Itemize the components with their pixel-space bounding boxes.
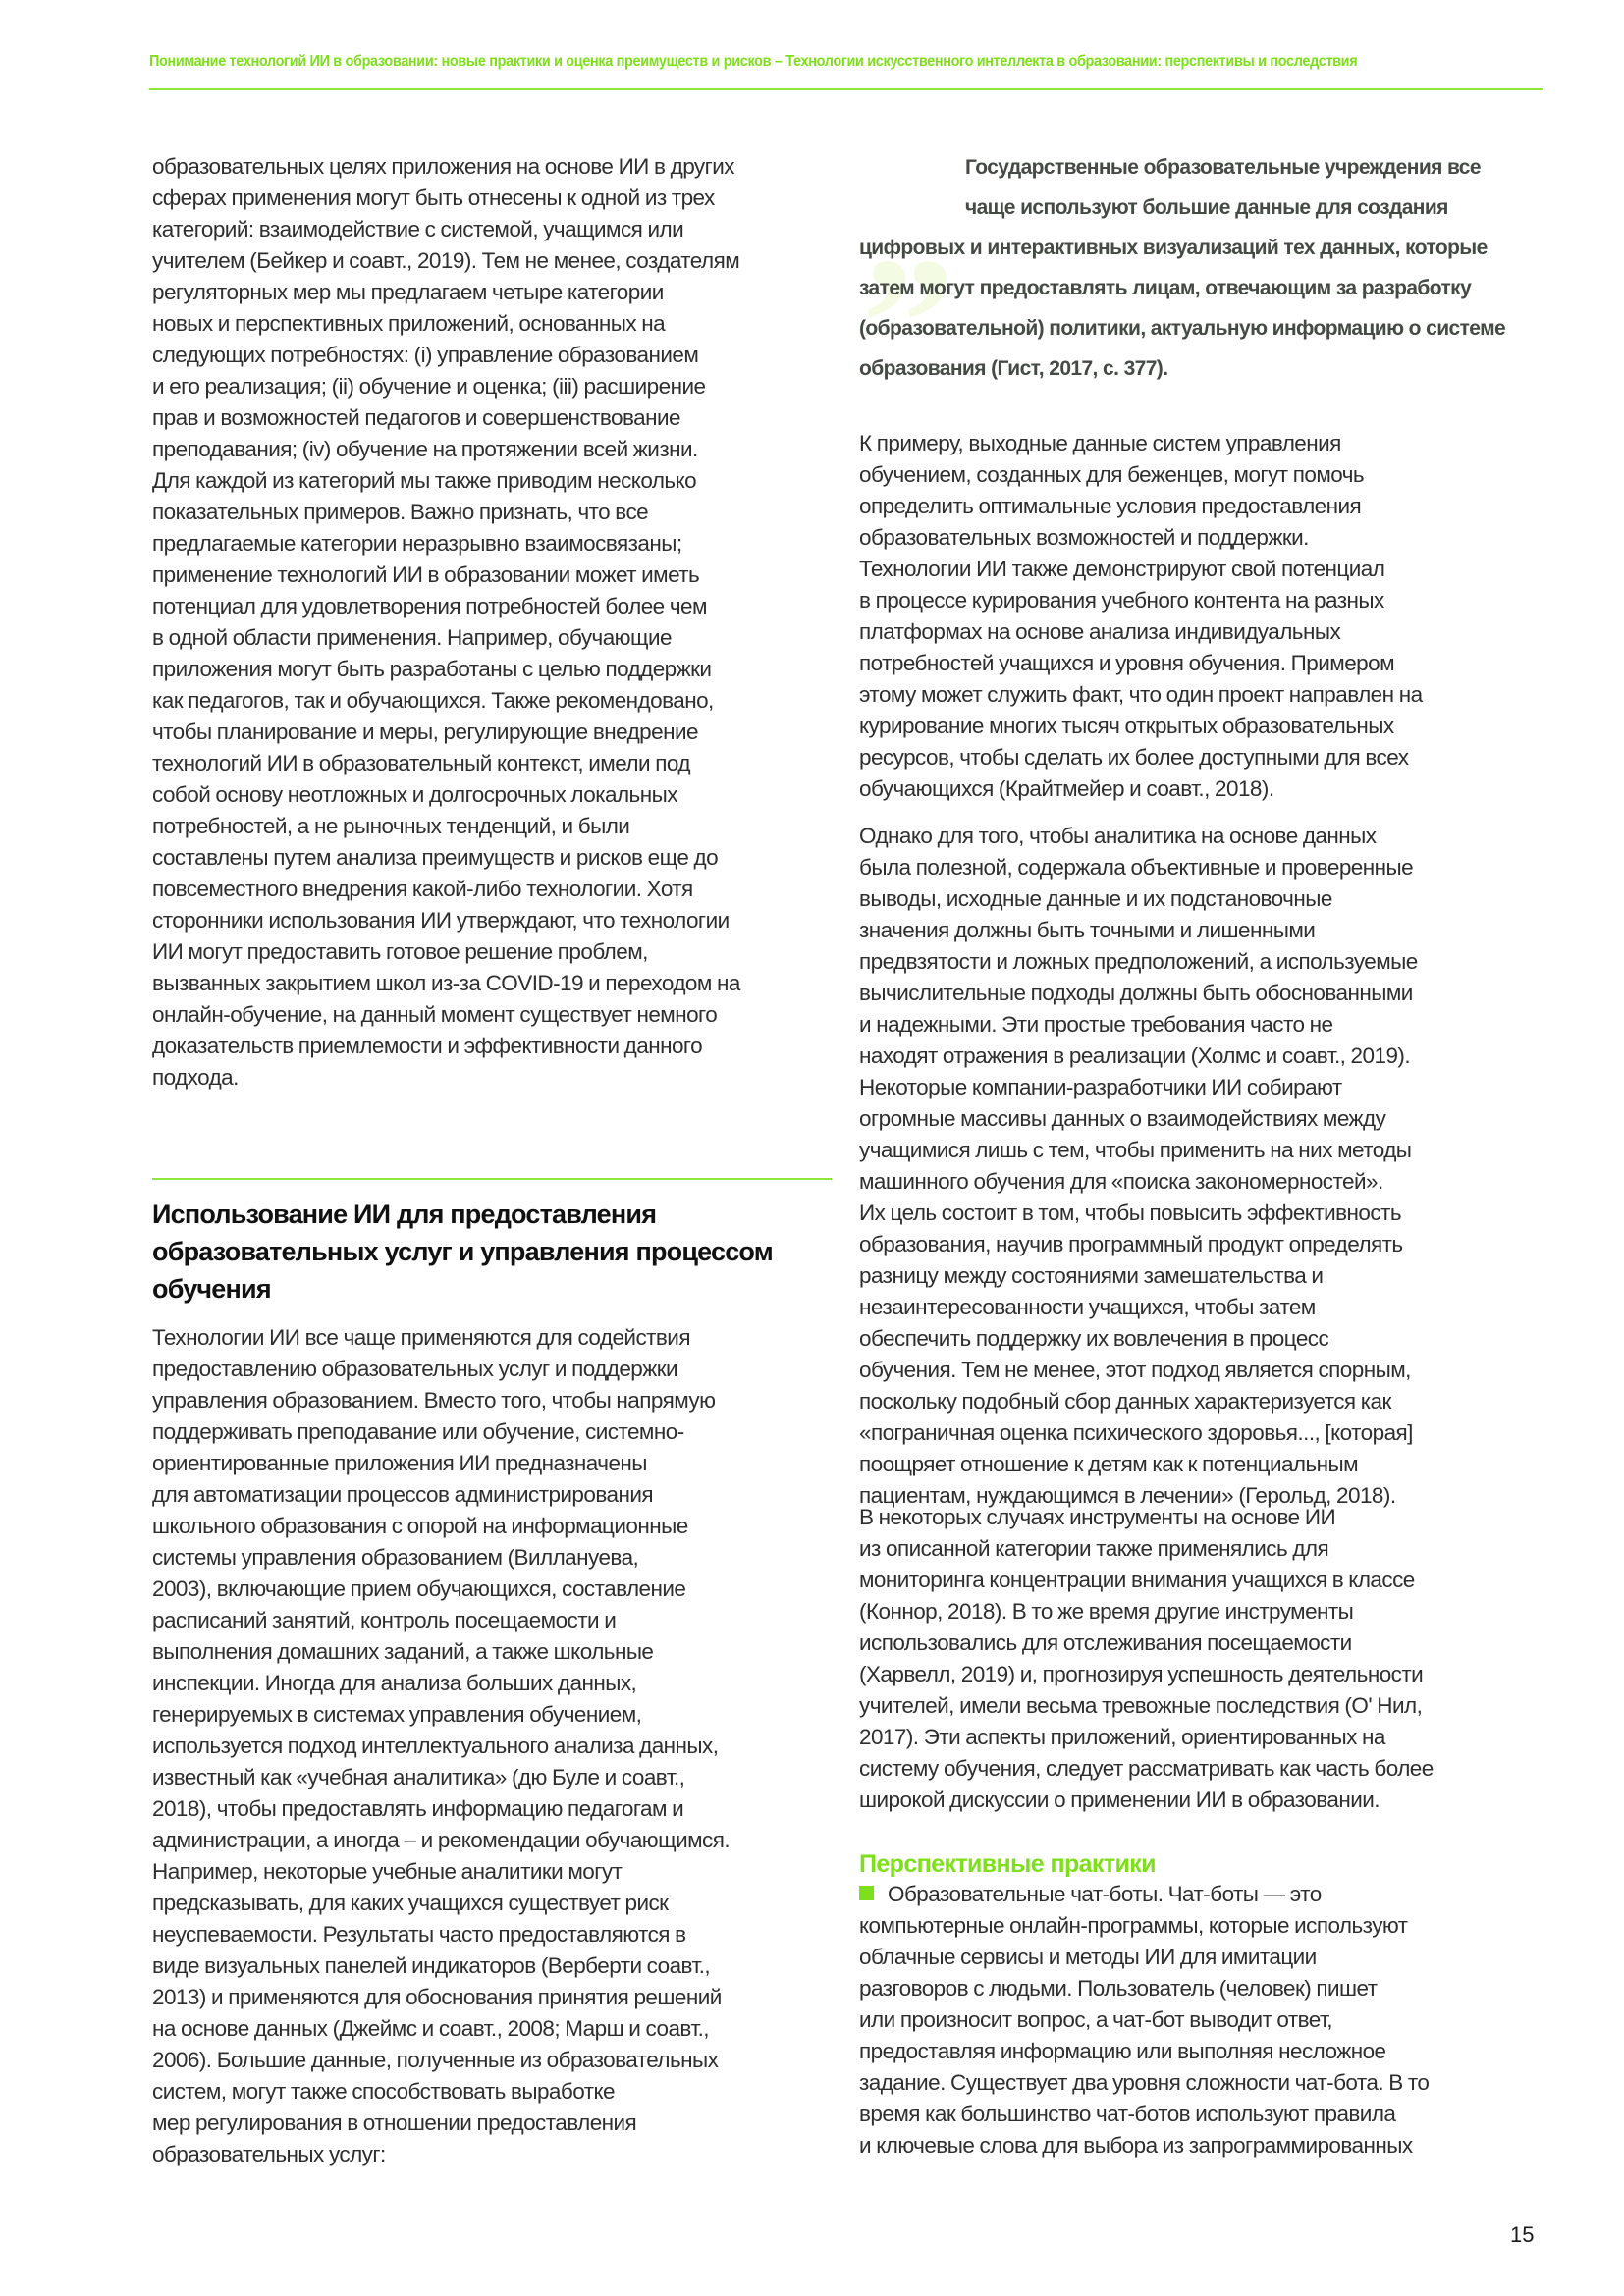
text-line: В некоторых случаях инструменты на основе ИИ (859, 1505, 1336, 1529)
text-line: использовались для отслеживания посещаемости (859, 1630, 1352, 1655)
text-line: на основе данных (Джеймс и соавт., 2008; Марш и соавт., (152, 2016, 709, 2041)
text-line: систем, могут также способствовать выработке (152, 2079, 615, 2104)
text-line: 2018), чтобы предоставлять информацию педагогам и (152, 1796, 684, 1821)
text-line: ориентированные приложения ИИ предназначены (152, 1451, 647, 1475)
text-line: как педагогов, так и обучающихся. Также рекомендовано, (152, 688, 714, 713)
text-line: следующих потребностях: (i) управление образованием (152, 343, 699, 367)
right-paragraph-3 (859, 1502, 1546, 1816)
pull-quote (859, 124, 1546, 389)
text-line: школьного образования с опорой на информационные (152, 1514, 688, 1538)
text-line: ресурсов, чтобы сделать их более доступными для всех (859, 745, 1409, 770)
text-line: Их цель состоит в том, чтобы повысить эффективность (859, 1201, 1402, 1225)
text-line: в процессе курирования учебного контента на разных (859, 588, 1384, 613)
right-paragraph-2 (859, 821, 1546, 1512)
text-line: составлены путем анализа преимуществ и рисков еще до (152, 845, 719, 870)
text-line: администрации, а иногда – и рекомендации обучающимся. (152, 1828, 731, 1852)
text-line: мониторинга концентрации внимания учащихся в классе (859, 1568, 1415, 1592)
text-line: потребностей, а не рыночных тенденций, и были (152, 814, 630, 838)
text-line: Использование ИИ для предоставления (152, 1200, 657, 1229)
header-divider (149, 88, 1543, 90)
text-line: неуспеваемости. Результаты часто предоставляются в (152, 1922, 686, 1947)
text-line: подхода. (152, 1065, 239, 1090)
text-line: доказательств приемлемости и эффективности данного (152, 1034, 703, 1058)
text-line: системы управления образованием (Виллануева, (152, 1545, 639, 1570)
text-line: платформах на основе анализа индивидуальных (859, 619, 1341, 644)
text-line: новых и перспективных приложений, основанных на (152, 311, 666, 336)
text-line: прав и возможностей педагогов и совершенствование (152, 405, 680, 430)
text-line: поддерживать преподавание или обучение, системно- (152, 1419, 684, 1444)
text-line: образования, научив программный продукт определять (859, 1232, 1403, 1256)
text-line: генерируемых в системах управления обучением, (152, 1702, 642, 1727)
text-line: предсказывать, для каких учащихся существует риск (152, 1891, 669, 1915)
text-line: машинного обучения для «поиска закономерностей». (859, 1169, 1383, 1194)
text-line: Некоторые компании-разработчики ИИ собирают (859, 1075, 1342, 1099)
text-line: потребностей учащихся и уровня обучения. Примером (859, 651, 1395, 675)
text-line: обучением, созданных для беженцев, могут помочь (859, 462, 1365, 487)
text-line: «пограничная оценка психического здоровья..., [которая] (859, 1420, 1413, 1445)
text-line: время как большинство чат-ботов используют правила (859, 2102, 1396, 2126)
text-line: учащимися лишь с тем, чтобы применить на них методы (859, 1138, 1412, 1162)
text-line: сторонники использования ИИ утверждают, что технологии (152, 908, 730, 933)
text-line: предвзятости и ложных предположений, а используемые (859, 949, 1418, 974)
right-paragraph-3-block (859, 1502, 1546, 1816)
text-line: и ключевые слова для выбора из запрограммированных (859, 2133, 1413, 2158)
text-line: расписаний занятий, контроль посещаемости и (152, 1608, 617, 1632)
section-body (152, 1322, 839, 2170)
text-line: 2013) и применяются для обоснования принятия решений (152, 1985, 722, 2009)
text-line: чтобы планирование и меры, регулирующие внедрение (152, 720, 698, 744)
text-line: Однако для того, чтобы аналитика на основе данных (859, 824, 1377, 848)
section-heading (152, 1196, 839, 1308)
text-line: обучения. Тем не менее, этот подход является спорным, (859, 1358, 1411, 1382)
text-line: ИИ могут предоставить готовое решение проблем, (152, 939, 648, 964)
text-line: обучения (152, 1274, 271, 1304)
text-line: задание. Существует два уровня сложности чат-бота. В то (859, 2070, 1430, 2095)
right-paragraph-1 (859, 428, 1546, 805)
text-line: была полезной, содержала объективные и проверенные (859, 855, 1414, 880)
text-line: из описанной категории также применялись для (859, 1536, 1329, 1561)
text-line: значения должны быть точными и лишенными (859, 918, 1316, 942)
text-line: огромные массивы данных о взаимодействиях между (859, 1106, 1386, 1131)
text-line: цифровых и интерактивных визуализаций тех данных, которые (859, 237, 1488, 259)
text-line: регуляторных мер мы предлагаем четыре категории (152, 280, 664, 304)
text-line: сферах применения могут быть отнесены к одной из трех (152, 186, 715, 210)
running-header: Понимание технологий ИИ в образовании: новые практики и оценка преимуществ и рисков – Технологии искусственного интеллекта в образовании: перспективы и последствия (149, 53, 1358, 70)
text-line: выполнения домашних заданий, а также школьные (152, 1639, 654, 1664)
text-line: предоставлению образовательных услуг и поддержки (152, 1357, 678, 1381)
text-line: Технологии ИИ также демонстрируют свой потенциал (859, 557, 1385, 581)
text-line: образовательных услуг: (152, 2142, 386, 2166)
text-line: Образовательные чат-боты. Чат-боты — это (859, 1879, 1546, 1910)
promising-practices (859, 1849, 1546, 2162)
text-line: обучающихся (Крайтмейер и соавт., 2018). (859, 776, 1274, 801)
text-line: (образовательной) политики, актуальную информацию о системе (859, 317, 1506, 340)
text-line: технологий ИИ в образовательный контекст, имели под (152, 751, 690, 775)
quote-mark-icon: „ (863, 124, 945, 330)
text-line: образовательных возможностей и поддержки. (859, 525, 1309, 550)
text-line: разговоров с людьми. Пользователь (человек) пишет (859, 1976, 1378, 2001)
text-line: 2017). Эти аспекты приложений, ориентированных на (859, 1725, 1385, 1749)
text-line: поскольку подобный сбор данных характеризуется как (859, 1389, 1391, 1414)
text-line: управления образованием. Вместо того, чтобы напрямую (152, 1388, 716, 1413)
bullet-square-icon (859, 1886, 874, 1900)
text-line: поощряет отношение к детям как к потенциальным (859, 1452, 1359, 1476)
text-line: облачные сервисы и методы ИИ для имитации (859, 1945, 1317, 1969)
text-line: учителей, имели весьма тревожные последствия (О' Нил, (859, 1693, 1423, 1718)
text-line: преподавания; (iv) обучение на протяжении всей жизни. (152, 437, 698, 461)
text-line: и надежными. Эти простые требования часто не (859, 1012, 1333, 1037)
text-line: используется подход интеллектуального анализа данных, (152, 1734, 719, 1758)
promising-practices-heading: Перспективные практики (859, 1850, 1156, 1878)
text-line: вызванных закрытием школ из-за COVID-19 и переходом на (152, 971, 740, 995)
text-line: широкой дискуссии о применении ИИ в образовании. (859, 1788, 1380, 1812)
text-line: образовательных целях приложения на основе ИИ в других (152, 154, 734, 179)
text-line: (Коннор, 2018). В то же время другие инструменты (859, 1599, 1354, 1624)
right-paragraph-2-block (859, 821, 1546, 1512)
text-line: К примеру, выходные данные систем управления (859, 431, 1341, 455)
text-line: предлагаемые категории неразрывно взаимосвязаны; (152, 531, 682, 556)
text-line: обеспечить поддержку их вовлечения в процесс (859, 1326, 1329, 1351)
intro-paragraph (152, 151, 839, 1094)
text-line: в одной области применения. Например, обучающие (152, 625, 672, 650)
pull-quote-text (859, 124, 1546, 389)
text-line: применение технологий ИИ в образовании может иметь (152, 562, 700, 587)
text-line: Государственные образовательные учреждения все (965, 156, 1481, 179)
right-paragraph-1-block (859, 428, 1546, 805)
text-line: и его реализация; (ii) обучение и оценка; (iii) расширение (152, 374, 706, 399)
text-line: известный как «учебная аналитика» (дю Буле и соавт., (152, 1765, 685, 1789)
left-column (152, 151, 839, 1094)
text-line: 2006). Большие данные, полученные из образовательных (152, 2048, 719, 2072)
page-number: 15 (1510, 2222, 1535, 2247)
text-line: показательных примеров. Важно признать, что все (152, 500, 649, 524)
text-line: определить оптимальные условия предоставления (859, 494, 1362, 518)
text-line: систему обучения, следует рассматривать как часть более (859, 1756, 1434, 1781)
text-line: разницу между состояниями замешательства и (859, 1263, 1324, 1288)
text-line: учителем (Бейкер и соавт., 2019). Тем не менее, создателям (152, 248, 740, 273)
text-line: незаинтересованности учащихся, чтобы затем (859, 1295, 1316, 1319)
text-line: пациентам, нуждающимся в лечении» (Герольд, 2018). (859, 1483, 1396, 1508)
text-line: затем могут предоставлять лицам, отвечающим за разработку (859, 277, 1472, 299)
text-line: этому может служить факт, что один проект направлен на (859, 682, 1423, 707)
text-line: образования (Гист, 2017, с. 377). (859, 357, 1168, 380)
text-line: образовательных услуг и управления процессом (152, 1237, 773, 1266)
text-line: вычислительные подходы должны быть обоснованными (859, 981, 1413, 1005)
text-line: выводы, исходные данные и их подстановочные (859, 886, 1332, 911)
text-line: повсеместного внедрения какой-либо технологии. Хотя (152, 877, 693, 901)
text-line: (Харвелл, 2019) и, прогнозируя успешность деятельности (859, 1662, 1424, 1686)
text-line: виде визуальных панелей индикаторов (Верберти соавт., (152, 1953, 711, 1978)
text-line: онлайн-обучение, на данный момент существует немного (152, 1002, 718, 1027)
text-line: категорий: взаимодействие с системой, учащимся или (152, 217, 684, 241)
text-line: 2003), включающие прием обучающихся, составление (152, 1576, 686, 1601)
text-line: Технологии ИИ все чаще применяются для содействия (152, 1325, 690, 1350)
chatbot-bullet-item (859, 1879, 1546, 2162)
text-line: мер регулирования в отношении предоставления (152, 2110, 637, 2135)
text-line: чаще используют большие данные для создания (965, 196, 1448, 219)
text-line: компьютерные онлайн-программы, которые используют (859, 1913, 1408, 1938)
text-line: потенциал для удовлетворения потребностей более чем (152, 594, 707, 618)
text-line: Например, некоторые учебные аналитики могут (152, 1859, 623, 1884)
text-line: для автоматизации процессов администрирования (152, 1482, 654, 1507)
section-divider (152, 1178, 832, 1180)
text-line: собой основу неотложных и долгосрочных локальных (152, 782, 677, 807)
text-line: приложения могут быть разработаны с целью поддержки (152, 657, 712, 681)
text-line: предоставляя информацию или выполняя несложное (859, 2039, 1386, 2063)
text-line: курирование многих тысяч открытых образовательных (859, 714, 1394, 738)
text-line: или произносит вопрос, а чат-бот выводит ответ, (859, 2007, 1332, 2032)
text-line: Для каждой из категорий мы также приводим несколько (152, 468, 697, 493)
text-line: инспекции. Иногда для анализа больших данных, (152, 1671, 637, 1695)
section-paragraph (152, 1322, 839, 2170)
text-line: находят отражения в реализации (Холмс и соавт., 2019). (859, 1043, 1411, 1068)
